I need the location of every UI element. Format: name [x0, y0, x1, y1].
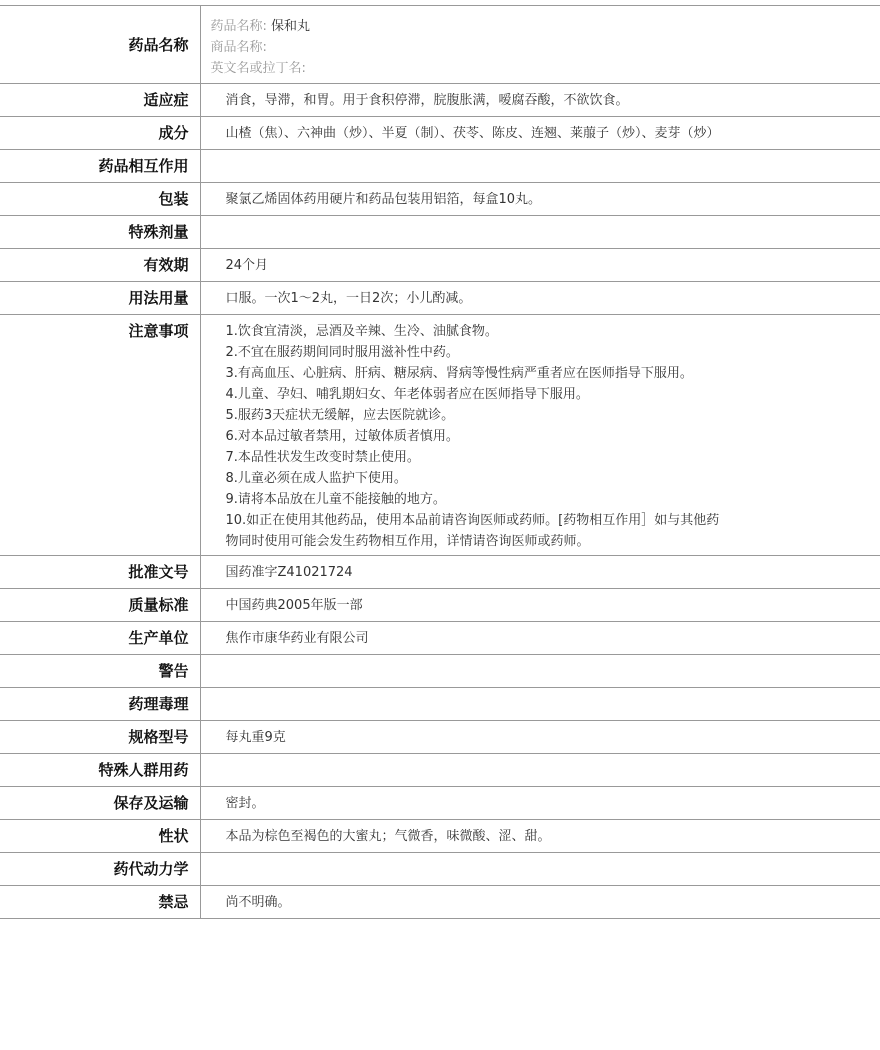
usage-row: [0, 282, 880, 315]
interactions-value: [200, 150, 880, 183]
indication-label: 适应症: [0, 84, 200, 117]
contraindications-value: 尚不明确。: [200, 886, 880, 919]
manufacturer-label: 生产单位: [0, 622, 200, 655]
approval-value: 国药准字Z41021724: [200, 556, 880, 589]
standard-value: 中国药典2005年版一部: [200, 589, 880, 622]
generic-name-value: 保和丸: [271, 19, 311, 34]
note-line: 3.有高血压、心脏病、肝病、糖尿病、肾病等慢性病严重者应在医师指导下服用。: [225, 366, 693, 381]
contraindications-row: [0, 886, 880, 919]
note-line: 8.儿童必须在成人监护下使用。: [225, 471, 407, 486]
indication-value: 消食，导滞，和胃。用于食积停滞，脘腹胀满，嗳腐吞酸，不欲饮食。: [200, 84, 880, 117]
appearance-row: [0, 820, 880, 853]
notes-value: [200, 315, 880, 556]
spec-value: 每丸重9克: [200, 721, 880, 754]
appearance-label: 性状: [0, 820, 200, 853]
shelf-life-row: [0, 249, 880, 282]
ingredients-row: [0, 117, 880, 150]
manufacturer-value: 焦作市康华药业有限公司: [200, 622, 880, 655]
note-line: 4.儿童、孕妇、哺乳期妇女、年老体弱者应在医师指导下服用。: [225, 387, 589, 402]
note-line: 6.对本品过敏者禁用，过敏体质者慎用。: [225, 429, 459, 444]
note-line: 7.本品性状发生改变时禁止使用。: [225, 450, 420, 465]
english-name-line: [211, 58, 871, 79]
storage-value: 密封。: [200, 787, 880, 820]
note-line: 物同时使用可能会发生药物相互作用，详情请咨询医师或药师。: [225, 534, 590, 549]
usage-value: 口服。一次1～2丸，一日2次；小儿酌减。: [200, 282, 880, 315]
special-dosage-row: [0, 216, 880, 249]
generic-name-line: [211, 16, 871, 37]
indication-row: [0, 84, 880, 117]
shelf-life-label: 有效期: [0, 249, 200, 282]
drug-name-label: 药品名称: [0, 6, 200, 84]
standard-label: 质量标准: [0, 589, 200, 622]
storage-row: [0, 787, 880, 820]
english-name-key: 英文名或拉丁名:: [210, 61, 306, 76]
warning-value: [200, 655, 880, 688]
notes-row: [0, 315, 880, 556]
standard-row: [0, 589, 880, 622]
note-line: 2.不宜在服药期间同时服用滋补性中药。: [225, 345, 459, 360]
trade-name-key: 商品名称:: [210, 40, 267, 55]
note-line: 10.如正在使用其他药品，使用本品前请咨询医师或药师。[药物相互作用］如与其他药: [225, 513, 720, 528]
storage-label: 保存及运输: [0, 787, 200, 820]
pharmacology-value: [200, 688, 880, 721]
notes-label: 注意事项: [0, 315, 200, 556]
pharmacology-label: 药理毒理: [0, 688, 200, 721]
shelf-life-value: 24个月: [200, 249, 880, 282]
note-line: 5.服药3天症状无缓解，应去医院就诊。: [225, 408, 455, 423]
drug-name-row: [0, 6, 880, 84]
special-groups-row: [0, 754, 880, 787]
approval-row: [0, 556, 880, 589]
trade-name-line: [211, 37, 871, 58]
appearance-value: 本品为棕色至褐色的大蜜丸；气微香，味微酸、涩、甜。: [200, 820, 880, 853]
interactions-row: [0, 150, 880, 183]
contraindications-label: 禁忌: [0, 886, 200, 919]
drug-name-cell: [200, 6, 880, 84]
manufacturer-row: [0, 622, 880, 655]
ingredients-value: 山楂（焦）、六神曲（炒）、半夏（制）、茯苓、陈皮、连翘、莱菔子（炒）、麦芽（炒）: [200, 117, 880, 150]
special-dosage-value: [200, 216, 880, 249]
note-line: 9.请将本品放在儿童不能接触的地方。: [225, 492, 446, 507]
approval-label: 批准文号: [0, 556, 200, 589]
spec-row: [0, 721, 880, 754]
spec-label: 规格型号: [0, 721, 200, 754]
usage-label: 用法用量: [0, 282, 200, 315]
special-dosage-label: 特殊剂量: [0, 216, 200, 249]
pharmacology-row: [0, 688, 880, 721]
packaging-row: [0, 183, 880, 216]
pharmacokinetics-row: [0, 853, 880, 886]
ingredients-label: 成分: [0, 117, 200, 150]
pharmacokinetics-label: 药代动力学: [0, 853, 200, 886]
warning-label: 警告: [0, 655, 200, 688]
drug-info-table: [0, 5, 880, 919]
special-groups-label: 特殊人群用药: [0, 754, 200, 787]
pharmacokinetics-value: [200, 853, 880, 886]
packaging-label: 包装: [0, 183, 200, 216]
special-groups-value: [200, 754, 880, 787]
warning-row: [0, 655, 880, 688]
packaging-value: 聚氯乙烯固体药用硬片和药品包装用铝箔，每盒10丸。: [200, 183, 880, 216]
generic-name-key: 药品名称:: [210, 19, 267, 34]
interactions-label: 药品相互作用: [0, 150, 200, 183]
note-line: 1.饮食宜清淡，忌酒及辛辣、生冷、油腻食物。: [225, 324, 498, 339]
